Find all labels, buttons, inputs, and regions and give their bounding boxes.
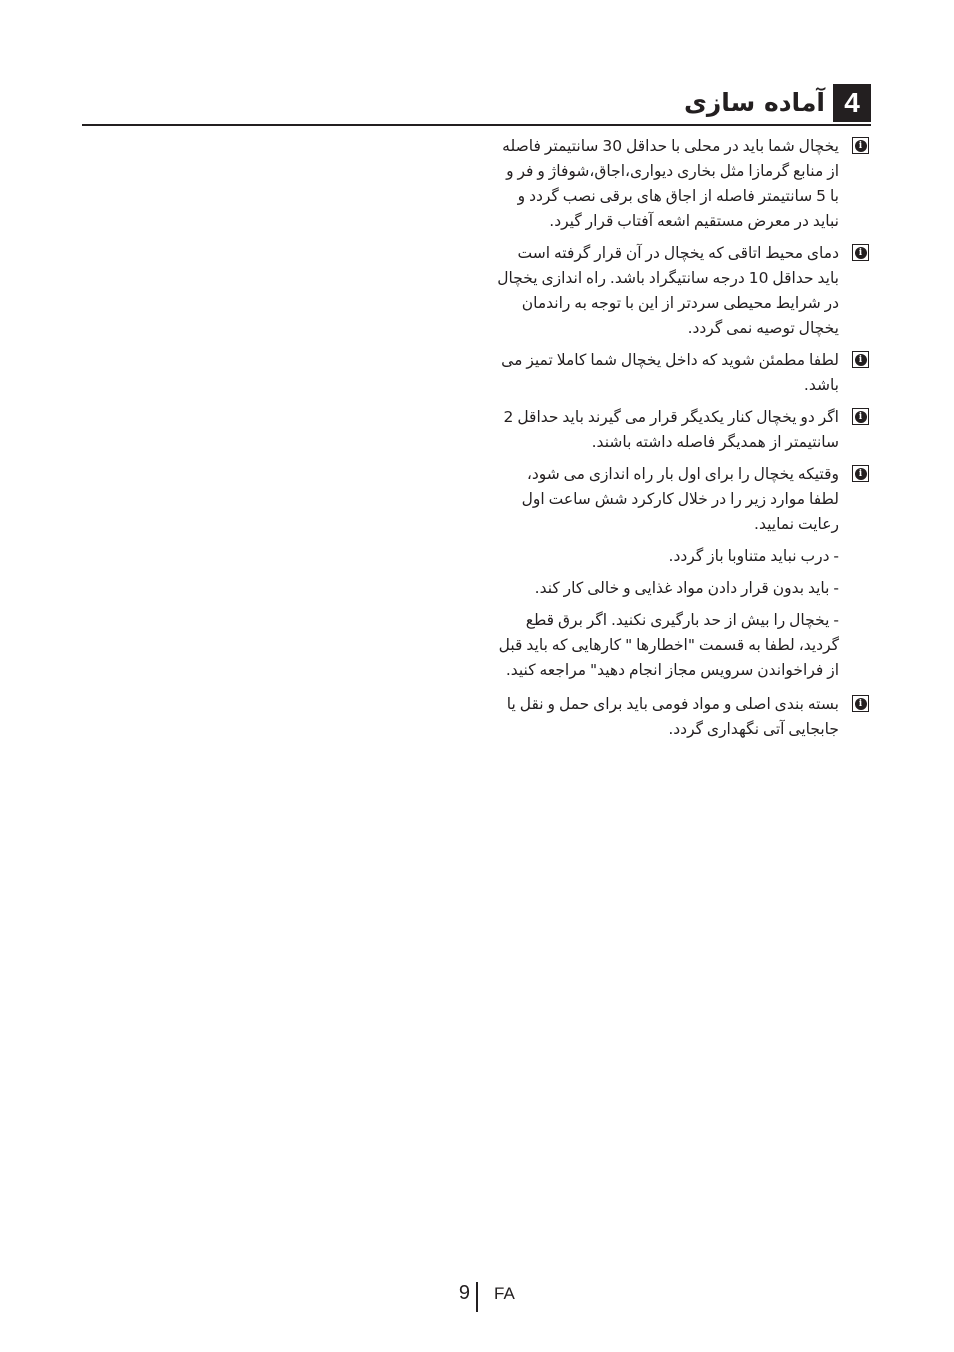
chapter-number: 4 xyxy=(833,84,871,122)
info-icon: i xyxy=(852,408,869,425)
language-code: FA xyxy=(494,1284,515,1303)
footer-divider xyxy=(476,1282,478,1312)
note-item xyxy=(495,462,871,537)
note-item xyxy=(495,692,871,742)
info-icon: i xyxy=(852,695,869,712)
info-icon: i xyxy=(852,465,869,482)
note-text: اگر دو یخچال کنار یکدیگر قرار می گیرند باید حداقل 2 سانتیمتر از همدیگر فاصله داشته باشند. xyxy=(503,408,839,451)
chapter-title: آماده سازی xyxy=(683,88,825,117)
note-text: یخچال شما باید در محلی با حداقل 30 سانتیمتر فاصله از منابع گرمازا مثل بخاری دیواری،اجاق،شوفاژ و فر و با 5 سانتیمتر فاصله از اجاق های برقی نصب گردد و نباید در معرض مستقیم اشعه آفتاب قرار گیرد. xyxy=(502,137,839,230)
info-icon: i xyxy=(852,351,869,368)
page-header xyxy=(82,80,871,126)
note-item xyxy=(495,134,871,234)
note-item xyxy=(495,348,871,398)
note-item xyxy=(495,241,871,341)
note-text: لطفا مطمئن شوید که داخل یخچال شما کاملا تمیز می باشد. xyxy=(501,351,839,394)
note-text: بسته بندی اصلی و مواد فومی باید برای حمل و نقل یا جابجایی آتی نگهداری گردد. xyxy=(506,695,839,738)
list-item: - درب نباید متناوبا باز گردد. xyxy=(668,547,839,565)
page-footer xyxy=(448,1280,538,1312)
page-content xyxy=(495,134,871,749)
list-item: - باید بدون قرار دادن مواد غذایی و خالی کار کند. xyxy=(534,579,839,597)
first-use-instructions-list xyxy=(495,544,871,683)
page-number: 9 xyxy=(458,1282,470,1304)
note-text: وقتیکه یخچال را برای اول بار راه اندازی می شود، لطفا موارد زیر را در خلال کارکرد شش ساعت اول رعایت نمایید. xyxy=(521,465,839,533)
list-item: - یخچال را بیش از حد بارگیری نکنید. اگر برق قطع گردید، لطفا به قسمت "اخطارها " کارهایی که باید قبل از فراخواندن سرویس مجاز انجام دهید" مراجعه کنید. xyxy=(498,611,839,679)
info-icon: i xyxy=(852,244,869,261)
note-item xyxy=(495,405,871,455)
note-text: دمای محیط اتاقی که یخچال در آن قرار گرفته است باید حداقل 10 درجه سانتیگراد باشد. راه اندازی یخچال در شرایط محیطی سردتر از این با توجه به راندمان یخچال توصیه نمی گردد. xyxy=(497,244,839,337)
info-icon: i xyxy=(852,137,869,154)
